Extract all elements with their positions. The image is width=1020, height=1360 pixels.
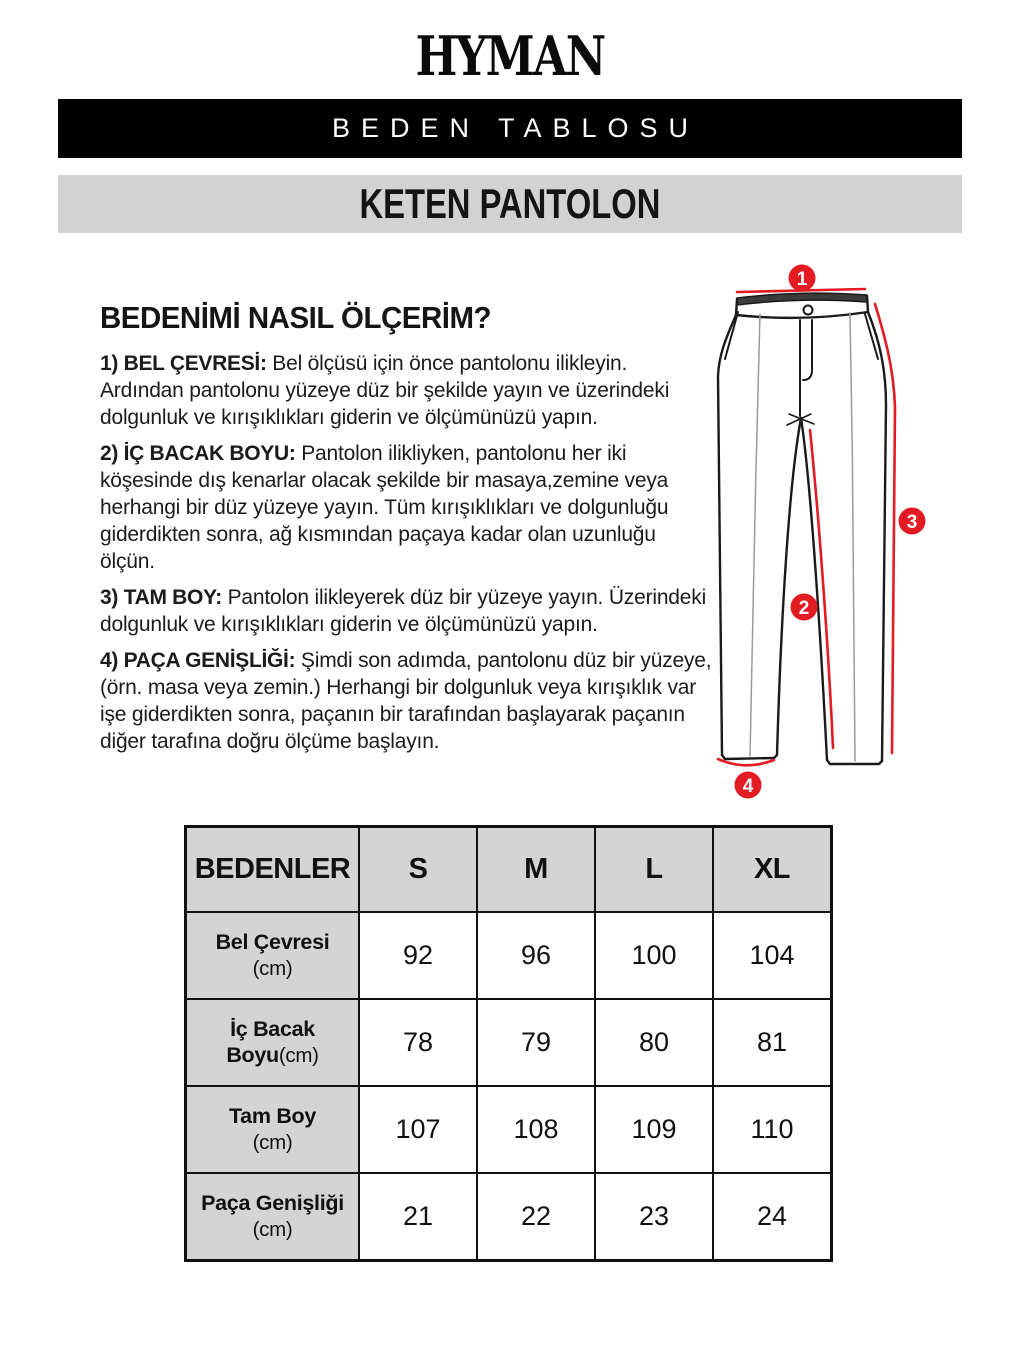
tam-boy-m: 108 (477, 1086, 595, 1173)
ic-bacak-l: 80 (595, 999, 713, 1086)
header-size-m: M (477, 827, 595, 913)
pants-diagram (690, 258, 960, 813)
step-4-text: Şimdi son adımda, pantolonu düz bir yüzeye, (örn. masa veya zemin.) Herhangi bir dolgunluk veya kırışıklık var işe giderdikten sonra, paçanın bir tarafından başlayarak paçanın diğer tarafına doğru ölçüme başlayın. (100, 649, 712, 753)
table-row-tam-boy (186, 1086, 832, 1173)
row-0-label-text: Bel Çevresi (215, 930, 330, 954)
banner-title: BEDEN TABLOSU (331, 113, 700, 143)
ic-bacak-s: 78 (359, 999, 477, 1086)
tam-boy-xl: 110 (713, 1086, 832, 1173)
instruction-step-4 (100, 647, 712, 755)
table-row-paca-genisligi (186, 1173, 832, 1261)
row-1-label-text-2: Boyu (226, 1043, 279, 1067)
paca-genisligi-xl: 24 (713, 1173, 832, 1261)
ic-bacak-m: 79 (477, 999, 595, 1086)
table-row-bel-cevresi (186, 912, 832, 999)
bel-cevresi-m: 96 (477, 912, 595, 999)
row-label-paca-genisligi (186, 1173, 360, 1261)
step-1-label: 1) BEL ÇEVRESİ: (100, 352, 267, 375)
row-2-label-text: Tam Boy (228, 1104, 317, 1128)
row-3-label-text: Paça Genişliği (201, 1191, 344, 1215)
tam-boy-l: 109 (595, 1086, 713, 1173)
marker-1-number: 1 (796, 269, 808, 290)
header-size-l: L (595, 827, 713, 913)
step-4-label: 4) PAÇA GENİŞLİĞİ: (100, 649, 296, 672)
marker-4 (735, 772, 762, 799)
paca-genisligi-s: 21 (359, 1173, 477, 1261)
tam-boy-s: 107 (359, 1086, 477, 1173)
header-size-xl: XL (713, 827, 832, 913)
size-table-banner (58, 99, 962, 158)
brand-logo: HYMAN (415, 24, 605, 88)
instructions-title: BEDENİMİ NASIL ÖLÇERİM? (100, 300, 492, 335)
step-3-label: 3) TAM BOY: (100, 586, 222, 609)
paca-genisligi-m: 22 (477, 1173, 595, 1261)
instruction-step-3 (100, 584, 712, 638)
row-0-unit: (cm) (252, 957, 293, 980)
marker-3-number: 3 (906, 512, 918, 533)
step-2-text: Pantolon ilikliyken, pantolonu her iki köşesinde dış kenarlar olacak şekilde bir masaya,zemine veya herhangi bir düz yüzeye yayın. Tüm kırışıklıkları ve dolgunluğu giderdikten sonra, ağ kısmından paçaya kadar olan uzunluğu ölçün. (100, 442, 669, 573)
table-row-ic-bacak-boyu (186, 999, 832, 1086)
size-table-header-row (186, 827, 832, 913)
bel-cevresi-xl: 104 (713, 912, 832, 999)
row-label-tam-boy (186, 1086, 360, 1173)
row-2-unit: (cm) (252, 1131, 293, 1154)
bel-cevresi-l: 100 (595, 912, 713, 999)
product-title-bar (58, 175, 962, 233)
marker-3 (899, 508, 926, 535)
row-1-unit: (cm) (278, 1044, 319, 1067)
bel-cevresi-s: 92 (359, 912, 477, 999)
inseam-measure-line (810, 430, 833, 748)
pants-outline-drawing (718, 293, 886, 764)
step-2-label: 2) İÇ BACAK BOYU: (100, 442, 296, 465)
marker-4-number: 4 (742, 776, 754, 797)
instruction-step-2 (100, 440, 712, 575)
row-1-label-text: İç Bacak (230, 1017, 315, 1041)
header-size-s: S (359, 827, 477, 913)
product-title: KETEN PANTOLON (359, 180, 661, 227)
measurement-lines (718, 289, 895, 765)
step-1-text: Bel ölçüsü için önce pantolonu ilikleyin. Ardından pantolonu yüzeye düz bir şekilde yayın ve üzerindeki dolgunluk ve kırışıklıkları giderin ve ölçümünüzü yapın. (100, 352, 670, 429)
ic-bacak-xl: 81 (713, 999, 832, 1086)
instruction-step-1 (100, 350, 712, 431)
row-3-unit: (cm) (252, 1218, 293, 1241)
step-3-text: Pantolon ilikleyerek düz bir yüzeye yayın. Üzerindeki dolgunluk ve kırışıklıkları giderin ve ölçümünüzü yapın. (100, 586, 707, 636)
header-bedenler: BEDENLER (186, 827, 360, 913)
paca-genisligi-l: 23 (595, 1173, 713, 1261)
marker-2 (791, 594, 818, 621)
marker-2-number: 2 (798, 598, 810, 619)
row-label-bel-cevresi (186, 912, 360, 999)
marker-1 (789, 265, 816, 292)
measurement-instructions (100, 300, 712, 764)
row-label-ic-bacak-boyu (186, 999, 360, 1086)
size-table (184, 825, 833, 1262)
